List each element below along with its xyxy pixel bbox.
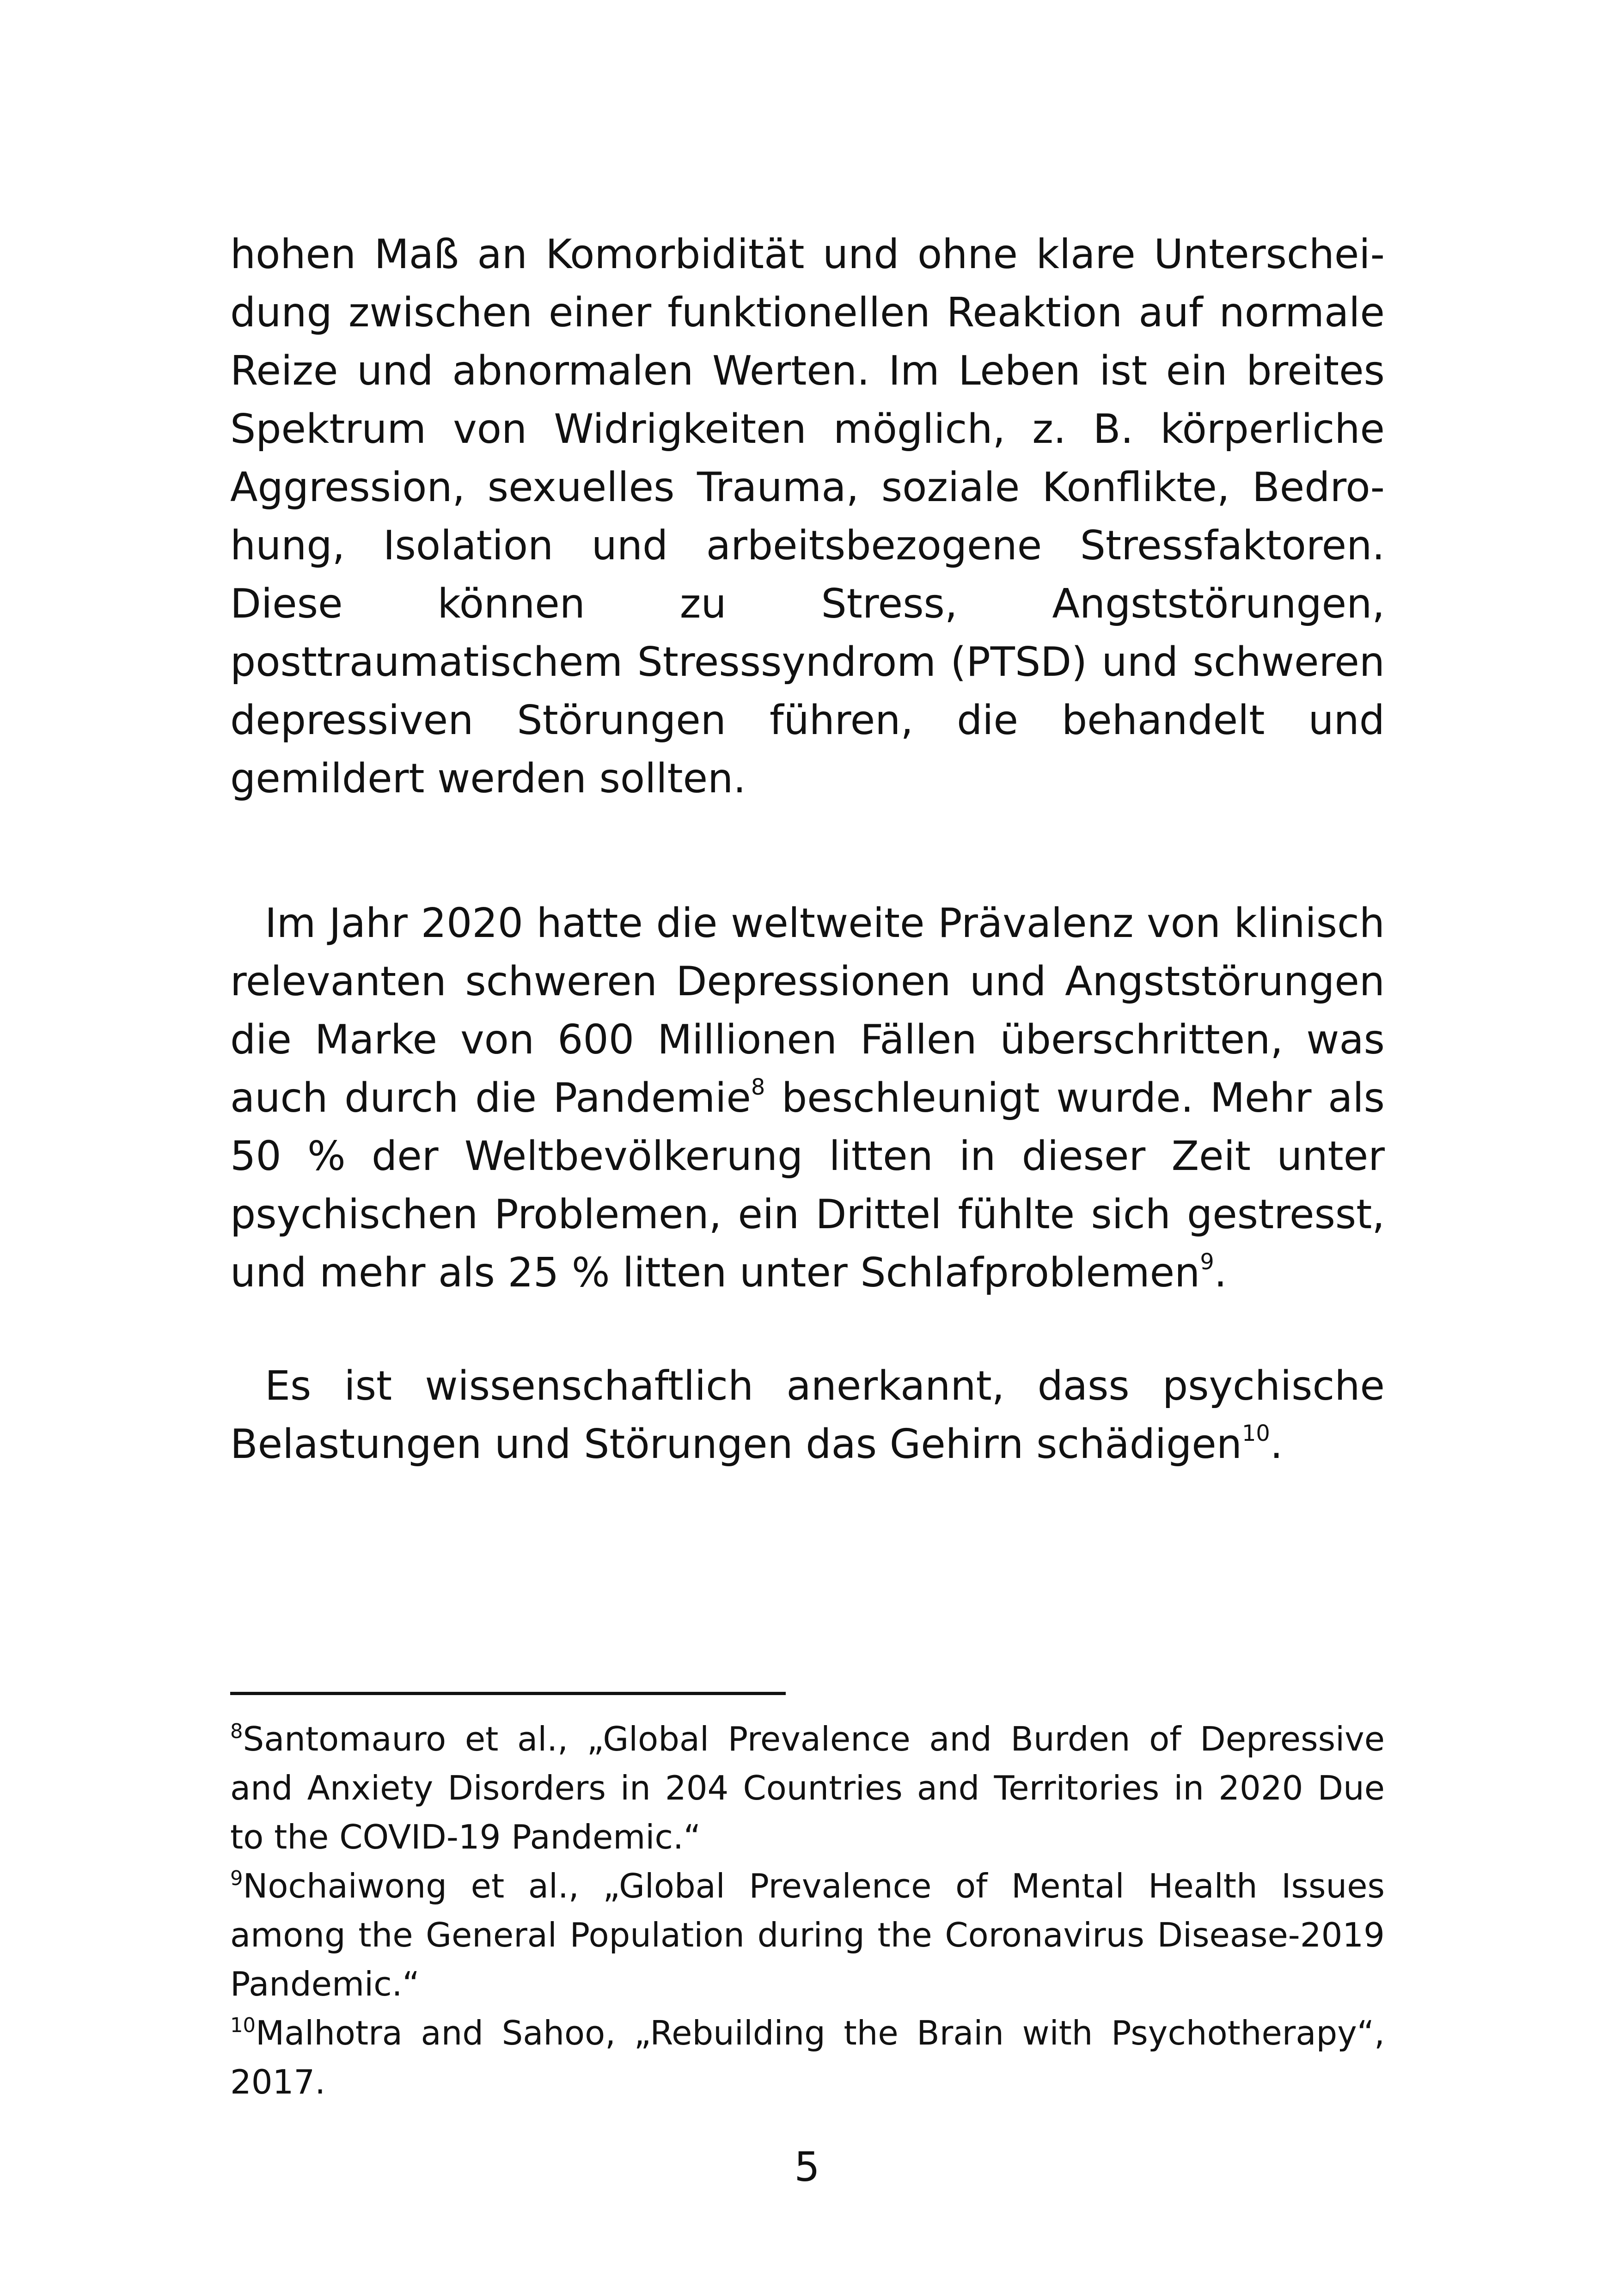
footnote-9 [230, 1861, 1385, 2008]
page-number: 5 [794, 2143, 820, 2191]
body-paragraph-2 [230, 894, 1385, 1302]
footnote-8 [230, 1714, 1385, 1861]
footnotes [230, 1714, 1385, 2106]
paragraph-2-text-c: . [1214, 1249, 1227, 1296]
footnote-text: Nochaiwong et al., „Global Prevalence of Mental Health Issues among the General Population during the Coronavirus Disease-2019 Pandemic.“ [230, 1867, 1385, 2003]
footnote-ref-10: 10 [1241, 1420, 1270, 1446]
paragraph-2-text-b: beschleunigt wurde. Mehr als 50 % der Weltbevölkerung litten in dieser Zeit unter psychischen Problemen, ein Drittel fühlte sich gestresst, und mehr als 25 % litten unter Schlafproblemen [230, 1074, 1385, 1296]
paragraph-3-text-a: Es ist wissenschaftlich anerkannt, dass psychische Belastungen und Störungen das Gehirn schädigen [230, 1362, 1385, 1468]
body-paragraph-3 [230, 1357, 1385, 1473]
paragraph-2-text-a: Im Jahr 2020 hatte die weltweite Prävalenz von klinisch relevanten schweren Depressionen und Angststörungen die Marke von 600 Millionen Fällen überschritten, was auch durch die Pandemie [230, 900, 1385, 1121]
footnote-ref-9: 9 [1200, 1249, 1214, 1275]
body-paragraph-1: hohen Maß an Komorbidität und ohne klare Unterscheidung zwischen einer funktionellen Reaktion auf normale Reize und abnormalen Werten. Im Leben ist ein breites Spektrum von Widrigkeiten möglich, z. B. körperliche Aggression, sexuelles Trauma, soziale Konflikte, Bedrohung, Isolation und arbeitsbezogene Stressfaktoren. Diese können zu Stress, Angststörungen, posttraumatischem Stresssyndrom (PTSD) und schweren depressiven Störungen führen, die behandelt und gemildert werden sollten. [230, 231, 1385, 802]
footnote-ref-8: 8 [751, 1074, 765, 1100]
footnote-10 [230, 2008, 1385, 2106]
footnote-number: 8 [230, 1720, 243, 1743]
footnote-number: 10 [230, 2014, 256, 2037]
footnote-text: Malhotra and Sahoo, „Rebuilding the Brain with Psychotherapy“, 2017. [230, 2014, 1385, 2101]
footnote-number: 9 [230, 1867, 243, 1890]
footnote-separator [230, 1692, 786, 1695]
paragraph-3-text-b: . [1270, 1420, 1283, 1468]
footnote-text: Santomauro et al., „Global Prevalence and Burden of Depressive and Anxiety Disorders in 204 Countries and Territories in 2020 Due to the COVID-19 Pandemic.“ [230, 1720, 1385, 1856]
